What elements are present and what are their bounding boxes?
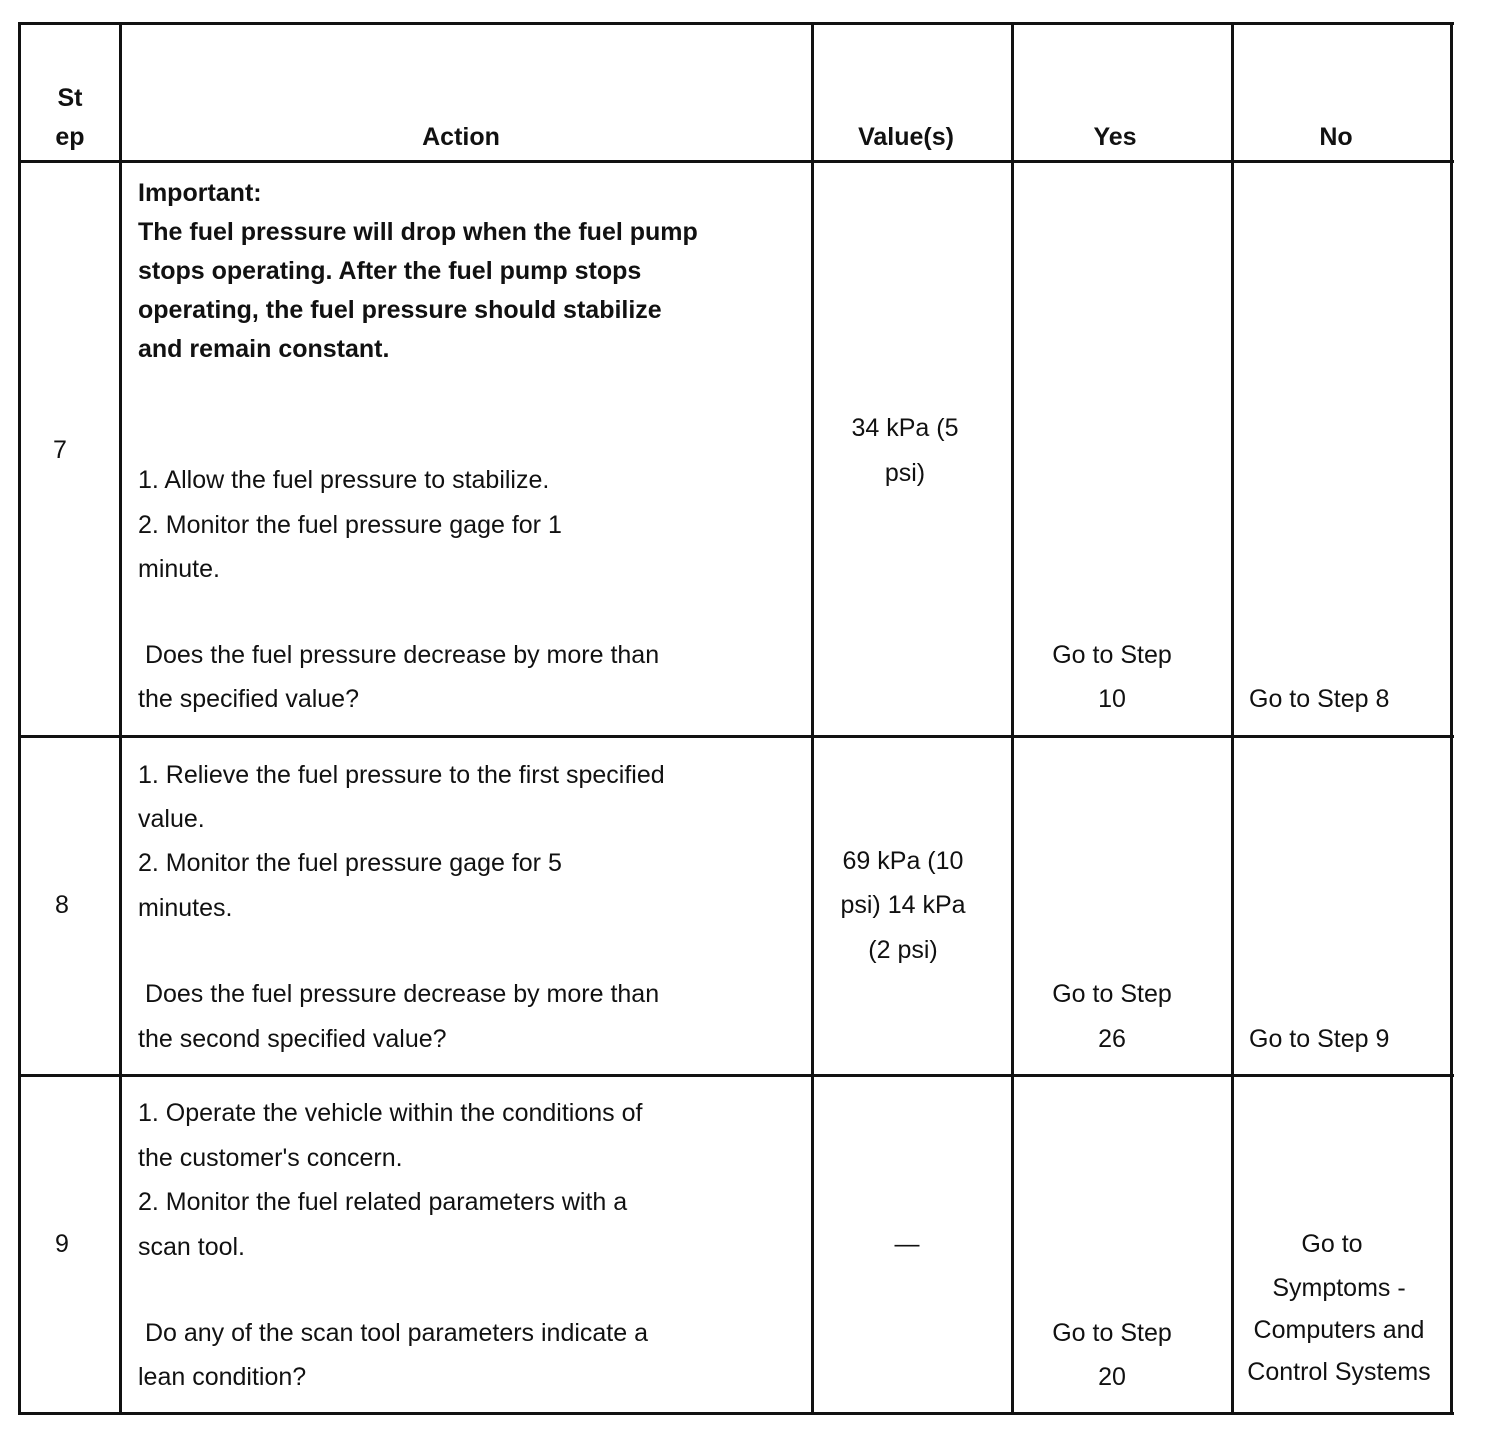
no-target-line: Go to Step 8: [1249, 685, 1390, 713]
value-line: 69 kPa (10: [842, 847, 964, 875]
column-divider-step-action: [119, 22, 122, 1415]
yes-target-line: 10: [1098, 685, 1126, 713]
question-line: Does the fuel pressure decrease by more than: [138, 980, 660, 1008]
no-target-line: Control Systems: [1247, 1358, 1431, 1386]
no-target-line: Go to Step 9: [1249, 1025, 1390, 1053]
value-line: 34 kPa (5: [851, 414, 959, 442]
question-line: Does the fuel pressure decrease by more than: [138, 641, 660, 669]
header-action: Action: [422, 123, 500, 151]
no-target-line: Computers and: [1253, 1316, 1425, 1344]
column-divider-action-values: [811, 22, 814, 1415]
important-note-line: operating, the fuel pressure should stabilize: [138, 296, 662, 324]
action-line: scan tool.: [138, 1233, 246, 1261]
header-values: Value(s): [858, 123, 954, 151]
value-line: psi): [884, 459, 926, 487]
no-target-line: Symptoms -: [1272, 1274, 1406, 1302]
table-border-right: [1450, 22, 1453, 1415]
action-line: 1. Relieve the fuel pressure to the first specified: [138, 761, 665, 789]
table-header-divider: [18, 160, 1454, 163]
header-step-line1: St: [57, 84, 83, 112]
yes-target-line: 26: [1098, 1025, 1126, 1053]
row-divider-7-8: [18, 735, 1454, 738]
action-line: minutes.: [138, 894, 233, 922]
important-note-line: and remain constant.: [138, 335, 390, 363]
row-divider-8-9: [18, 1074, 1454, 1077]
question-line: the specified value?: [138, 685, 359, 713]
important-label: Important:: [138, 179, 262, 207]
step-number: 9: [55, 1230, 69, 1258]
action-line: minute.: [138, 555, 220, 583]
action-line: 2. Monitor the fuel related parameters with a: [138, 1188, 628, 1216]
yes-target-line: 20: [1098, 1363, 1126, 1391]
yes-target-line: Go to Step: [1052, 641, 1172, 669]
table-border-top: [18, 22, 1454, 25]
header-yes: Yes: [1093, 123, 1137, 151]
step-number: 8: [55, 891, 69, 919]
action-line: the customer's concern.: [138, 1144, 403, 1172]
action-line: 1. Operate the vehicle within the conditions of: [138, 1099, 643, 1127]
value-line: psi) 14 kPa: [840, 891, 966, 919]
value-line: (2 psi): [868, 936, 938, 964]
column-divider-yes-no: [1231, 22, 1234, 1415]
yes-target-line: Go to Step: [1052, 1319, 1172, 1347]
header-no: No: [1319, 123, 1353, 151]
question-line: the second specified value?: [138, 1025, 447, 1053]
question-line: Do any of the scan tool parameters indicate a: [138, 1319, 649, 1347]
table-border-left: [18, 22, 21, 1415]
action-line: 2. Monitor the fuel pressure gage for 1: [138, 511, 562, 539]
header-step-line2: ep: [55, 123, 85, 151]
table-border-bottom: [18, 1412, 1454, 1415]
important-note-line: The fuel pressure will drop when the fuel pump: [138, 218, 698, 246]
yes-target-line: Go to Step: [1052, 980, 1172, 1008]
action-line: value.: [138, 805, 205, 833]
step-number: 7: [53, 436, 67, 464]
action-line: 1. Allow the fuel pressure to stabilize.: [138, 466, 550, 494]
question-line: lean condition?: [138, 1363, 307, 1391]
action-line: 2. Monitor the fuel pressure gage for 5: [138, 849, 562, 877]
no-target-line: Go to: [1301, 1230, 1363, 1258]
value-line: —: [894, 1230, 920, 1258]
important-note-line: stops operating. After the fuel pump stops: [138, 257, 642, 285]
